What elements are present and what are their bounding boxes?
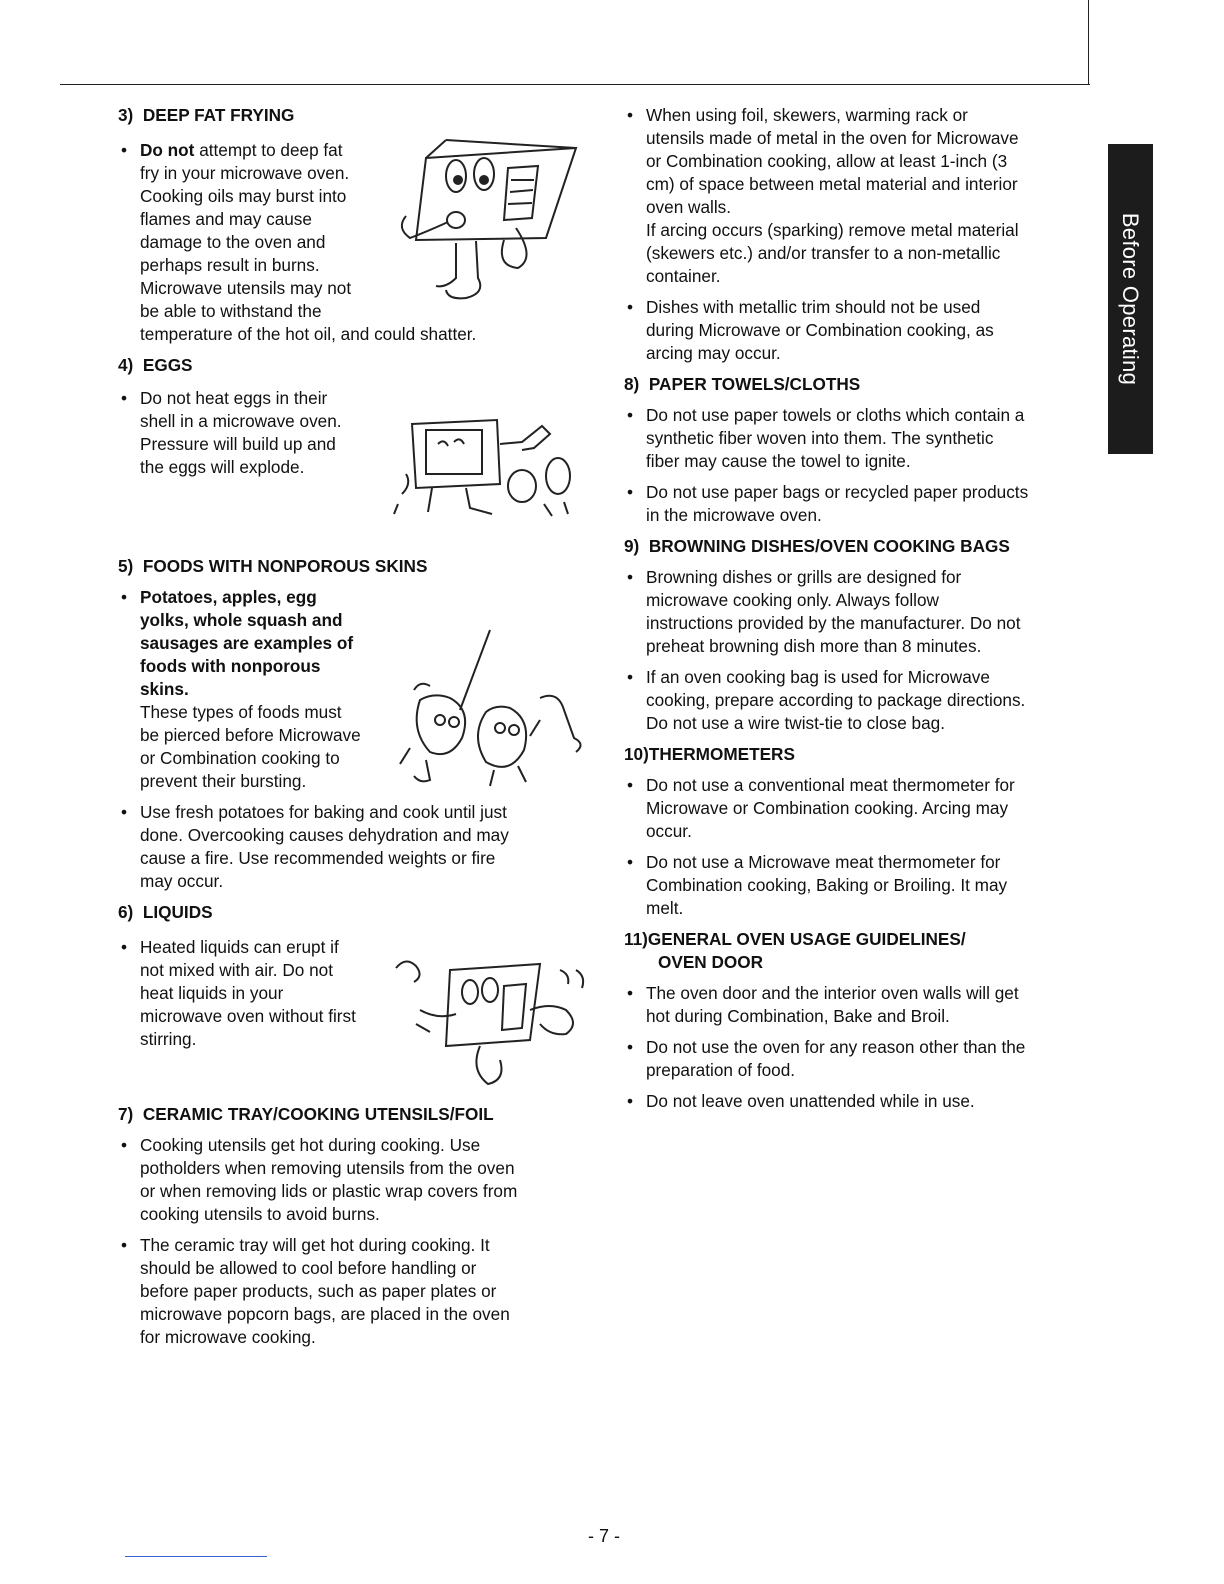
section-heading-general-usage: 11)GENERAL OVEN USAGE GUIDELINES/ OVEN DOOR	[624, 929, 966, 972]
page-number: - 7 -	[588, 1526, 621, 1546]
erupting-liquid-illustration	[390, 950, 590, 1090]
oven-door-hot-note: • The oven door and the interior oven walls will get hot during Combination, Bake and Broil.	[624, 982, 1094, 1028]
utensils-hot-note: • Cooking utensils get hot during cooking. Use potholders when removing utensils from the oven or when removing lids or plastic wrap covers from cooking utensils to avoid burns.	[118, 1134, 578, 1226]
section-heading-paper-towels: 8) PAPER TOWELS/CLOTHS	[624, 374, 861, 394]
conventional-thermometer-note: • Do not use a conventional meat thermometer for Microwave or Combination cooking. Arcing may occur.	[624, 774, 1094, 843]
fresh-potatoes-note: • Use fresh potatoes for baking and cook until just done. Overcooking causes dehydration and may cause a fire. Use recommended weights or fire may occur.	[118, 801, 578, 893]
top-right-rule	[1088, 0, 1089, 85]
paper-bags-note: • Do not use paper bags or recycled paper products in the microwave oven.	[624, 481, 1094, 527]
header-rule	[60, 84, 1090, 85]
unattended-oven-note: • Do not leave oven unattended while in use.	[624, 1090, 1094, 1113]
section-heading-liquids: 6) LIQUIDS	[118, 902, 213, 922]
before-operating-tab: Before Operating	[1108, 144, 1153, 454]
paper-towels-note: • Do not use paper towels or cloths which contain a synthetic fiber woven into them. The synthetic fiber may cause the towel to ignite.	[624, 404, 1094, 473]
microwave-thermometer-note: • Do not use a Microwave meat thermometer for Combination cooking, Baking or Broiling. It may melt.	[624, 851, 1094, 920]
section-heading-deep-fat-frying: 3) DEEP FAT FRYING	[118, 105, 295, 125]
ceramic-tray-note: • The ceramic tray will get hot during cooking. It should be allowed to cool before handling or before paper products, such as paper plates or microwave popcorn bags, are placed in the oven for microwave cooking.	[118, 1234, 578, 1349]
pierced-potato-illustration	[390, 620, 590, 788]
deep-frying-oven-illustration	[386, 128, 586, 308]
cooking-bag-note: • If an oven cooking bag is used for Microwave cooking, prepare according to package directions. Do not use a wire twist-tie to close bag.	[624, 666, 1094, 735]
oven-use-purpose-note: • Do not use the oven for any reason other than the preparation of food.	[624, 1036, 1094, 1082]
nonporous-skins-warning: • Potatoes, apples, egg yolks, whole squash and sausages are examples of foods with nonporous skins. These types of foods must be pierced before Microwave or Combination cooking to prevent their bursting.	[118, 586, 578, 793]
section-heading-nonporous-skins: 5) FOODS WITH NONPOROUS SKINS	[118, 556, 428, 576]
section-heading-ceramic-tray: 7) CERAMIC TRAY/COOKING UTENSILS/FOIL	[118, 1104, 494, 1124]
metal-utensils-note: • When using foil, skewers, warming rack or utensils made of metal in the oven for Microwave or Combination cooking, allow at least 1-inch (3 cm) of space between metal material and interior oven walls. If arcing occurs (sparking) remove metal material (skewers etc.) and/or transfer to a non-metallic container.	[624, 104, 1094, 288]
deep-fat-frying-warning: • Do not attempt to deep fat fry in your microwave oven. Cooking oils may burst into flames and may cause damage to the oven and perhaps result in burns. Microwave utensils may not be able to withstand the temperature of the hot oil, and could shatter.	[118, 139, 578, 346]
section-heading-browning-dishes: 9) BROWNING DISHES/OVEN COOKING BAGS	[624, 536, 1010, 556]
section-heading-eggs: 4) EGGS	[118, 355, 193, 375]
footer-rule	[125, 1556, 267, 1557]
eggs-warning: • Do not heat eggs in their shell in a microwave oven. Pressure will build up and the eggs will explode.	[118, 387, 578, 479]
section-heading-thermometers: 10)THERMOMETERS	[624, 744, 795, 764]
exploding-egg-illustration	[392, 404, 582, 524]
liquids-warning: • Heated liquids can erupt if not mixed with air. Do not heat liquids in your microwave oven without first stirring.	[118, 936, 578, 1051]
metallic-trim-note: • Dishes with metallic trim should not be used during Microwave or Combination cooking, as arcing may occur.	[624, 296, 1094, 365]
right-column	[624, 104, 1094, 1113]
browning-dishes-note: • Browning dishes or grills are designed for microwave cooking only. Always follow instructions provided by the manufacturer. Do not preheat browning dish more than 8 minutes.	[624, 566, 1094, 658]
